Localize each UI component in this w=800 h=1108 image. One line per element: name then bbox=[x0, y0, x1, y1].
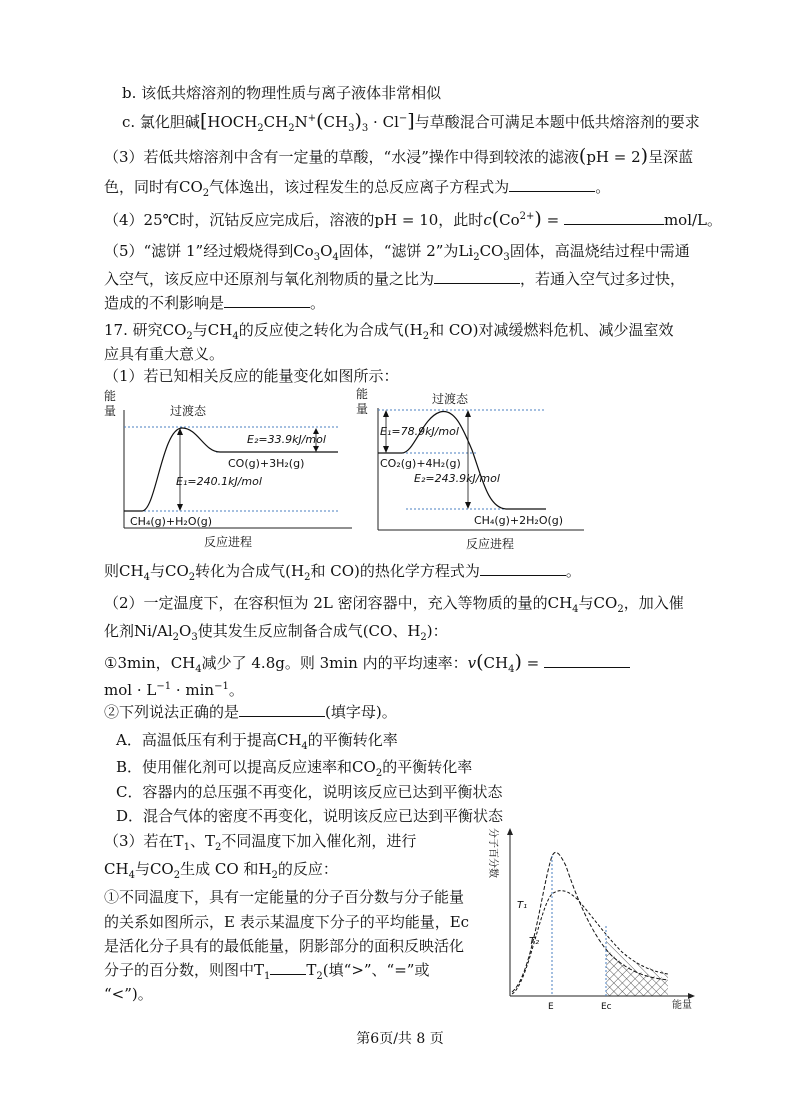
diagram3-ec-tick: Ec bbox=[601, 1002, 612, 1012]
diagram3-t2-label: T₂ bbox=[529, 936, 540, 947]
diagram1-e2-label: E₂=33.9kJ/mol bbox=[247, 433, 326, 446]
energy-diagram-2 bbox=[356, 386, 588, 550]
option-c: C．容器内的总压强不再变化，说明该反应已达到平衡状态 bbox=[116, 783, 503, 801]
question-17-line-1: 17. 研究$CO_2$与$CH_4$的反应使之转化为合成气($H_2$和 CO)对减缓燃料危机、减少温室效 bbox=[104, 321, 674, 342]
question-17-3-line-2: $CH_4$与$CO_2$生成 CO 和$H_2$的反应： bbox=[104, 860, 338, 881]
diagram2-ylabel-a: 能 bbox=[356, 387, 369, 401]
diagram1-ylabel-b: 量 bbox=[104, 404, 117, 418]
option-b: B．使用催化剂可以提高反应速率和$CO_2$的平衡转化率 bbox=[116, 758, 473, 779]
diagram3-xlabel: 能量 bbox=[672, 1000, 692, 1011]
diagram1-transition-label: 过渡态 bbox=[170, 404, 207, 418]
question-17-2-1-line: ①3min，$CH_4$减少了 4.8g。则 3min 内的平均速率：$v(CH_4)$ = bbox=[104, 651, 630, 674]
question-17-3-line-4: 的关系如图所示，E 表示某温度下分子的平均能量，Ec bbox=[104, 913, 470, 931]
question-17-line-2: 应具有重大意义。 bbox=[104, 345, 225, 363]
diagram3-shaded-t1 bbox=[606, 938, 668, 996]
diagram1-e1-label: E₁=240.1kJ/mol bbox=[176, 475, 262, 488]
question-3-line-1: （3）若低共熔溶剂中含有一定量的草酸，“水浸”操作中得到较浓的滤液(pH = 2)呈深蓝 bbox=[104, 145, 694, 167]
question-17-2-unit: mol · $L^{-1} \cdot \min^{-1}$。 bbox=[104, 681, 244, 699]
answer-blank[interactable] bbox=[480, 560, 566, 576]
question-17-2-2-line: ②下列说法正确的是 (填字母)。 bbox=[104, 703, 397, 721]
page-footer: 第6页/共 8 页 bbox=[356, 1031, 444, 1047]
question-3-line-2: 色，同时有$CO_2$气体逸出，该过程发生的总反应离子方程式为 。 bbox=[104, 178, 611, 199]
option-d: D．混合气体的密度不再变化，说明该反应已达到平衡状态 bbox=[116, 807, 504, 825]
answer-blank[interactable] bbox=[224, 292, 310, 308]
diagram3-ylabel: 分子百分数 bbox=[487, 828, 498, 878]
option-a: A．高温低压有利于提高$CH_4$的平衡转化率 bbox=[116, 731, 398, 752]
diagram2-reactants-label: CO₂(g)+4H₂(g) bbox=[380, 457, 461, 470]
diagram1-ylabel-a: 能 bbox=[104, 389, 117, 403]
question-17-3-line-3: ①不同温度下，具有一定能量的分子百分数与分子能量 bbox=[104, 888, 465, 906]
diagram3-e-tick: E bbox=[548, 1002, 554, 1012]
diagram2-products-label: CH₄(g)+2H₂O(g) bbox=[474, 514, 564, 527]
diagram1-xlabel: 反应进程 bbox=[204, 535, 253, 548]
diagram1-reactants-label: CH₄(g)+H₂O(g) bbox=[130, 515, 213, 528]
answer-blank[interactable] bbox=[509, 176, 595, 192]
question-5-line-3: 造成的不利影响是 。 bbox=[104, 294, 326, 312]
diagram2-e2-label: E₂=243.9kJ/mol bbox=[414, 472, 500, 485]
diagram3-t1-label: T₁ bbox=[517, 900, 528, 911]
answer-blank[interactable] bbox=[564, 209, 664, 225]
question-17-3-line-1: （3）若在$T_1$、$T_2$不同温度下加入催化剂，进行 bbox=[104, 832, 417, 853]
question-17-1-line: （1）若已知相关反应的能量变化如图所示： bbox=[104, 367, 399, 385]
question-17-1-answer: 则$CH_4$与$CO_2$转化为合成气($H_2$和 CO)的热化学方程式为 。 bbox=[104, 562, 581, 583]
answer-blank[interactable] bbox=[434, 268, 520, 284]
energy-diagram-1 bbox=[104, 388, 356, 548]
question-17-2-line-2: 化剂$Ni/Al_2O_3$使其发生反应制备合成气(CO、$H_2$)： bbox=[104, 622, 448, 643]
option-b-line: b. 该低共熔溶剂的物理性质与离子液体非常相似 bbox=[122, 84, 442, 102]
question-4-line: （4）25℃时，沉钴反应完成后，溶液的pH = 10，此时$c(Co^{2+}) = mol/L$。 bbox=[104, 208, 723, 230]
question-17-2-line-1: （2）一定温度下，在容积恒为 2L 密闭容器中，充入等物质的量的$CH_4$与$CO_2$，加入催 bbox=[104, 594, 684, 615]
question-5-line-2: 入空气，该反应中还原剂与氧化剂物质的量之比为 ，若通入空气过多过快， bbox=[104, 270, 686, 288]
question-17-3-line-6: 分子的百分数，则图中$T_1$ $T_2$(填“>”、“=”或 bbox=[104, 961, 430, 982]
diagram1-products-label: CO(g)+3H₂(g) bbox=[228, 457, 305, 470]
diagram2-ylabel-b: 量 bbox=[356, 402, 369, 416]
diagram2-e1-label: E₁=78.9kJ/mol bbox=[380, 425, 459, 438]
answer-blank[interactable] bbox=[270, 959, 306, 975]
molecular-energy-distribution-diagram bbox=[482, 826, 704, 1016]
question-17-3-line-7: “<”)。 bbox=[104, 985, 153, 1003]
question-5-line-1: （5）“滤饼 1”经过煅烧得到$Co_3O_4$固体，“滤饼 2”为$Li_2CO_3$固体，高温烧结过程中需通 bbox=[104, 242, 690, 263]
question-17-3-line-5: 是活化分子具有的最低能量，阴影部分的面积反映活化 bbox=[104, 937, 465, 955]
answer-blank[interactable] bbox=[239, 701, 325, 717]
diagram2-xlabel: 反应进程 bbox=[466, 537, 515, 550]
option-c-line: c. 氯化胆碱$[HOCH_2CH_2N^+(CH_3)_3 \cdot Cl^-]$与草酸混合可满足本题中低共熔溶剂的要求 bbox=[122, 110, 700, 134]
answer-blank[interactable] bbox=[544, 652, 630, 668]
diagram2-transition-label: 过渡态 bbox=[432, 392, 469, 406]
